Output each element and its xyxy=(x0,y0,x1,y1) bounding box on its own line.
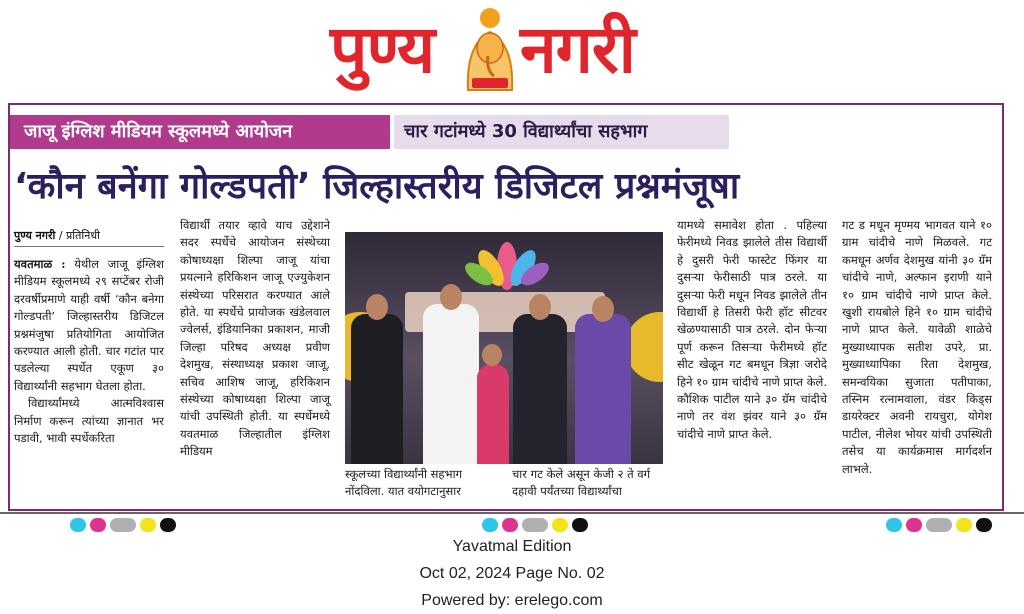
article-column-1 xyxy=(14,256,164,447)
photo-caption-right: चार गट केले असून केजी २ ते वर्ग दहावी पर्यंतच्या विद्यार्थ्यांचा xyxy=(512,467,651,498)
dateline: यवतमाळ : xyxy=(14,257,66,271)
column-3-text: यामध्ये समावेश होता . पहिल्या फेरीमध्ये निवड झालेले तीस विद्यार्थी हे दुसरी फेरी फास्टेट फिंगर या दुसऱ्या फेरीसाठी पात्र ठरले. या दुसऱ्या फेरी मधून निवड झालेले तीन विद्यार्थी हे तिसरी फेरी हॉट सीटवर खेळण्यासाठी पात्र ठरले. दोन फेऱ्या पूर्ण करून तिसऱ्या फेरीमध्ये हॉट सीट खेळून गट बमधून त्रिज्ञा जरोदे हिने १० ग्राम चांदीचे नाणे प्राप्त केले. कौशिक पाटील याने ३० ग्रॅम चांदीचे नाणे तर वंश झंवर याने ३० ग्रॅम चांदीचे नाणे प्राप्त केले. xyxy=(677,218,827,441)
person-2 xyxy=(423,304,479,464)
date-page-label: Oct 02, 2024 Page No. 02 xyxy=(419,565,605,582)
article-column-2 xyxy=(180,217,330,461)
photo-caption-left: स्कूलच्या विद्यार्थ्यांनी सहभाग नोंदविला. यात वयोगटानुसार xyxy=(345,467,463,498)
lotus-logo-icon xyxy=(465,236,549,292)
column-1-para-2: विद्यार्थ्यांमध्ये आत्मविश्वास निर्माण करून त्यांच्या ज्ञानात भर पडावी, भावी स्पर्धेकरिता xyxy=(14,396,164,446)
registration-marks-right xyxy=(886,518,992,532)
registration-marks-left xyxy=(70,518,176,532)
masthead-title-left: पुण्य xyxy=(330,11,435,88)
kicker-left: जाजू इंग्लिश मीडियम स्कूलमध्ये आयोजन xyxy=(10,115,390,149)
column-2-text: विद्यार्थी तयार व्हावे याच उद्देशाने सदर स्पर्धेचे आयोजन संस्थेच्या कोषाध्यक्षा शिल्पा जाजू यांचा प्रयत्नाने हरिकिशन जाजू एज्युकेशन संस्थेच्या परिसरात करण्यात आले होते. या स्पर्धेचे प्रायोजक खंडेलवाल ज्वेलर्स, इंडियानिका प्रकाशन, माजी जिल्हा परिषद अध्यक्ष प्रवीण देशमुख, संस्थाध्यक्ष प्रकाश जाजू, सचिव आशिष जाजू, हरिकिशन संस्थेच्या कोषाध्यक्षा शिल्पा जाजू यांची उपस्थिती होती. या स्पर्धेमध्ये यवतमाळ जिल्हातील इंग्लिश मीडियम xyxy=(180,218,330,459)
person-1 xyxy=(351,314,403,464)
person-3 xyxy=(513,314,567,464)
edition-label: Yavatmal Edition xyxy=(452,538,572,555)
kicker-right: चार गटांमध्ये 30 विद्यार्थ्यांचा सहभाग xyxy=(394,115,729,149)
byline-separator: / xyxy=(55,229,67,242)
event-photo xyxy=(345,232,663,464)
column-1-para-1: येथील जाजू इंग्लिश मीडियम स्कूलमध्ये २९ सप्टेंबर रोजी दरवर्षीप्रमाणे याही वर्षी ‘कौन बनेगा गोल्डपती’ जिल्हास्तरीय डिजिटल प्रश्नमंजुषा प्रतियोगिता आयोजित करण्यात आली होती. चार गटांत पार पडलेल्या स्पर्धेत एकूण ३० विद्यार्थ्यांनी सहभाग घेतला होता. xyxy=(14,257,164,393)
byline-paper: पुण्य नगरी xyxy=(14,229,56,242)
masthead-title-right: नगरी xyxy=(520,11,635,88)
registration-marks-center xyxy=(482,518,588,532)
byline-role: प्रतिनिधी xyxy=(66,229,100,242)
ganesh-logo-icon xyxy=(458,4,522,92)
masthead xyxy=(0,0,1024,100)
column-4-text: गट ड मधून मृण्मय भागवत याने १० ग्राम चांदीचे नाणे मिळवले. गट कमधून अर्णव देशमुख यांनी ३० ग्रॅम चांदीचे नाणे, अल्फान इराणी याने १० ग्राम चांदीचे नाणे प्राप्त केले. खुशी रायबोले हिने १० ग्राम चांदीचे नाणे प्राप्त केले. यावेळी शाळेचे मुख्याध्यापक सतीश उपरे, प्रा. मुख्याध्यापिका रिता देशमुख, समन्वयिका सुजाता पतीपाका, तस्निम रत्नामवाला, वंडर किड्स डायरेक्टर अवनी रायचुरा, योगेश पाटील, नीलेश भोयर यांची उपस्थिती तसेच या कार्यक्रमास मार्गदर्शन लाभले. xyxy=(842,218,992,476)
byline-rule xyxy=(14,246,164,247)
bottom-rule xyxy=(0,512,1024,514)
person-4 xyxy=(575,314,631,464)
powered-by-link[interactable]: Powered by: erelego.com xyxy=(421,592,603,609)
byline xyxy=(14,228,164,243)
headline: ‘कौन बनेंगा गोल्डपती’ जिल्हास्तरीय डिजिटल प्रश्नमंजूषा xyxy=(14,166,740,207)
student xyxy=(477,364,509,464)
article-column-3 xyxy=(677,217,827,443)
article-column-4 xyxy=(842,217,992,478)
